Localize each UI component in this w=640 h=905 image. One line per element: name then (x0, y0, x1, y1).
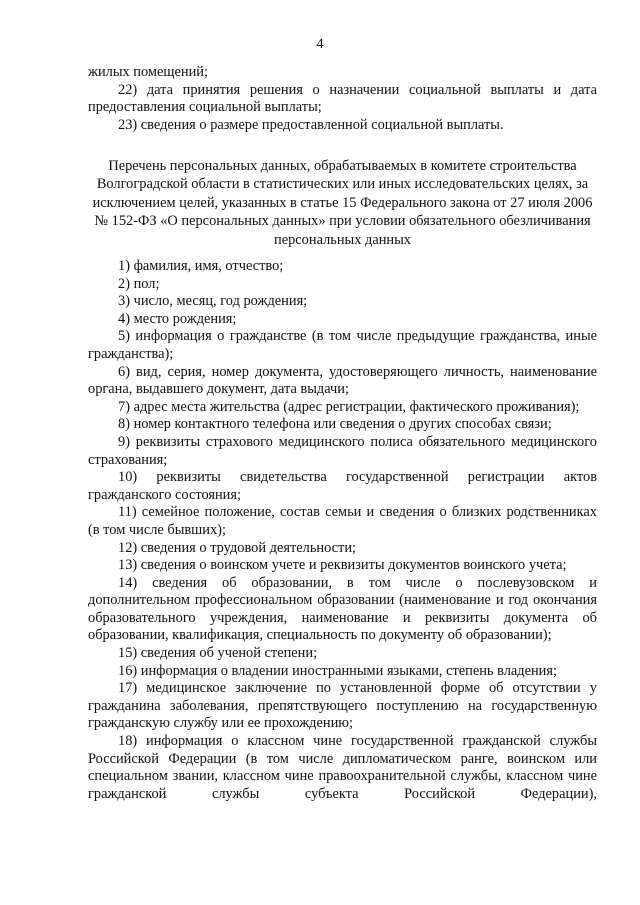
list-item: 9) реквизиты страхового медицинского полиса обязательного медицинского страхования; (88, 433, 597, 468)
list-item: 8) номер контактного телефона или сведения о других способах связи; (118, 416, 552, 433)
list-item: 16) информация о владении иностранными языками, степень владения; (118, 662, 557, 679)
list-item: 4) место рождения; (118, 310, 237, 327)
list-item: 18) информация о классном чине государственной гражданской службы Российской Федерации (в том числе дипломатическом ранге, воинском или специальном звании, классном чине правоохранительной службы, классном чине гражданской службы субъекта Российской Федерации), (88, 733, 597, 802)
list-item: 11) семейное положение, состав семьи и сведения о близких родственниках (в том числе бывших); (88, 504, 597, 538)
list-item: 23) сведения о размере предоставленной социальной выплаты. (118, 116, 504, 133)
page-number: 4 (316, 36, 324, 52)
list-item: жилых помещений; (88, 64, 208, 80)
list-item: 2) пол; (118, 275, 160, 292)
list-item: 1) фамилия, имя, отчество; (118, 258, 284, 274)
section-heading: Перечень персональных данных, обрабатываемых в комитете строительства Волгоградской области в статистических или иных исследовательских целях, за исключением целей, указанных в статье 15 Федерального закона от 27 июля 2006 № 152-ФЗ «О персональных данных» при условии обязательного обезличивания персональных данных (92, 158, 593, 248)
list-item: 6) вид, серия, номер документа, удостоверяющего личность, наименование органа, выдавшего документ, дата выдачи; (88, 363, 597, 398)
list-item: 3) число, месяц, год рождения; (118, 293, 308, 310)
list-item: 15) сведения об ученой степени; (118, 645, 318, 662)
list-item: 13) сведения о воинском учете и реквизиты документов воинского учета; (118, 557, 567, 574)
list-item: 10) реквизиты свидетельства государственной регистрации актов гражданского состояния; (88, 469, 597, 503)
personal-data-list (88, 258, 597, 803)
list-item: 22) дата принятия решения о назначении социальной выплаты и дата предоставления социальной выплаты; (88, 81, 597, 116)
list-item: 12) сведения о трудовой деятельности; (118, 539, 357, 556)
list-item: 17) медицинское заключение по установленной форме об отсутствии у гражданина заболевания, препятствующего поступлению на государственную гражданскую службу или ее прохождению; (88, 680, 597, 732)
list-item: 7) адрес места жительства (адрес регистрации, фактического проживания); (118, 398, 580, 415)
top-list (88, 64, 597, 134)
list-item: 14) сведения об образовании, в том числе о послевузовском и дополнительном профессиональном образовании (наименование и год окончания образовательного учреждения, наименование и реквизиты документа об образовании, квалификация, специальность по документу об образовании); (88, 574, 597, 644)
list-item: 5) информация о гражданстве (в том числе предыдущие гражданства, иные гражданства); (88, 328, 597, 362)
